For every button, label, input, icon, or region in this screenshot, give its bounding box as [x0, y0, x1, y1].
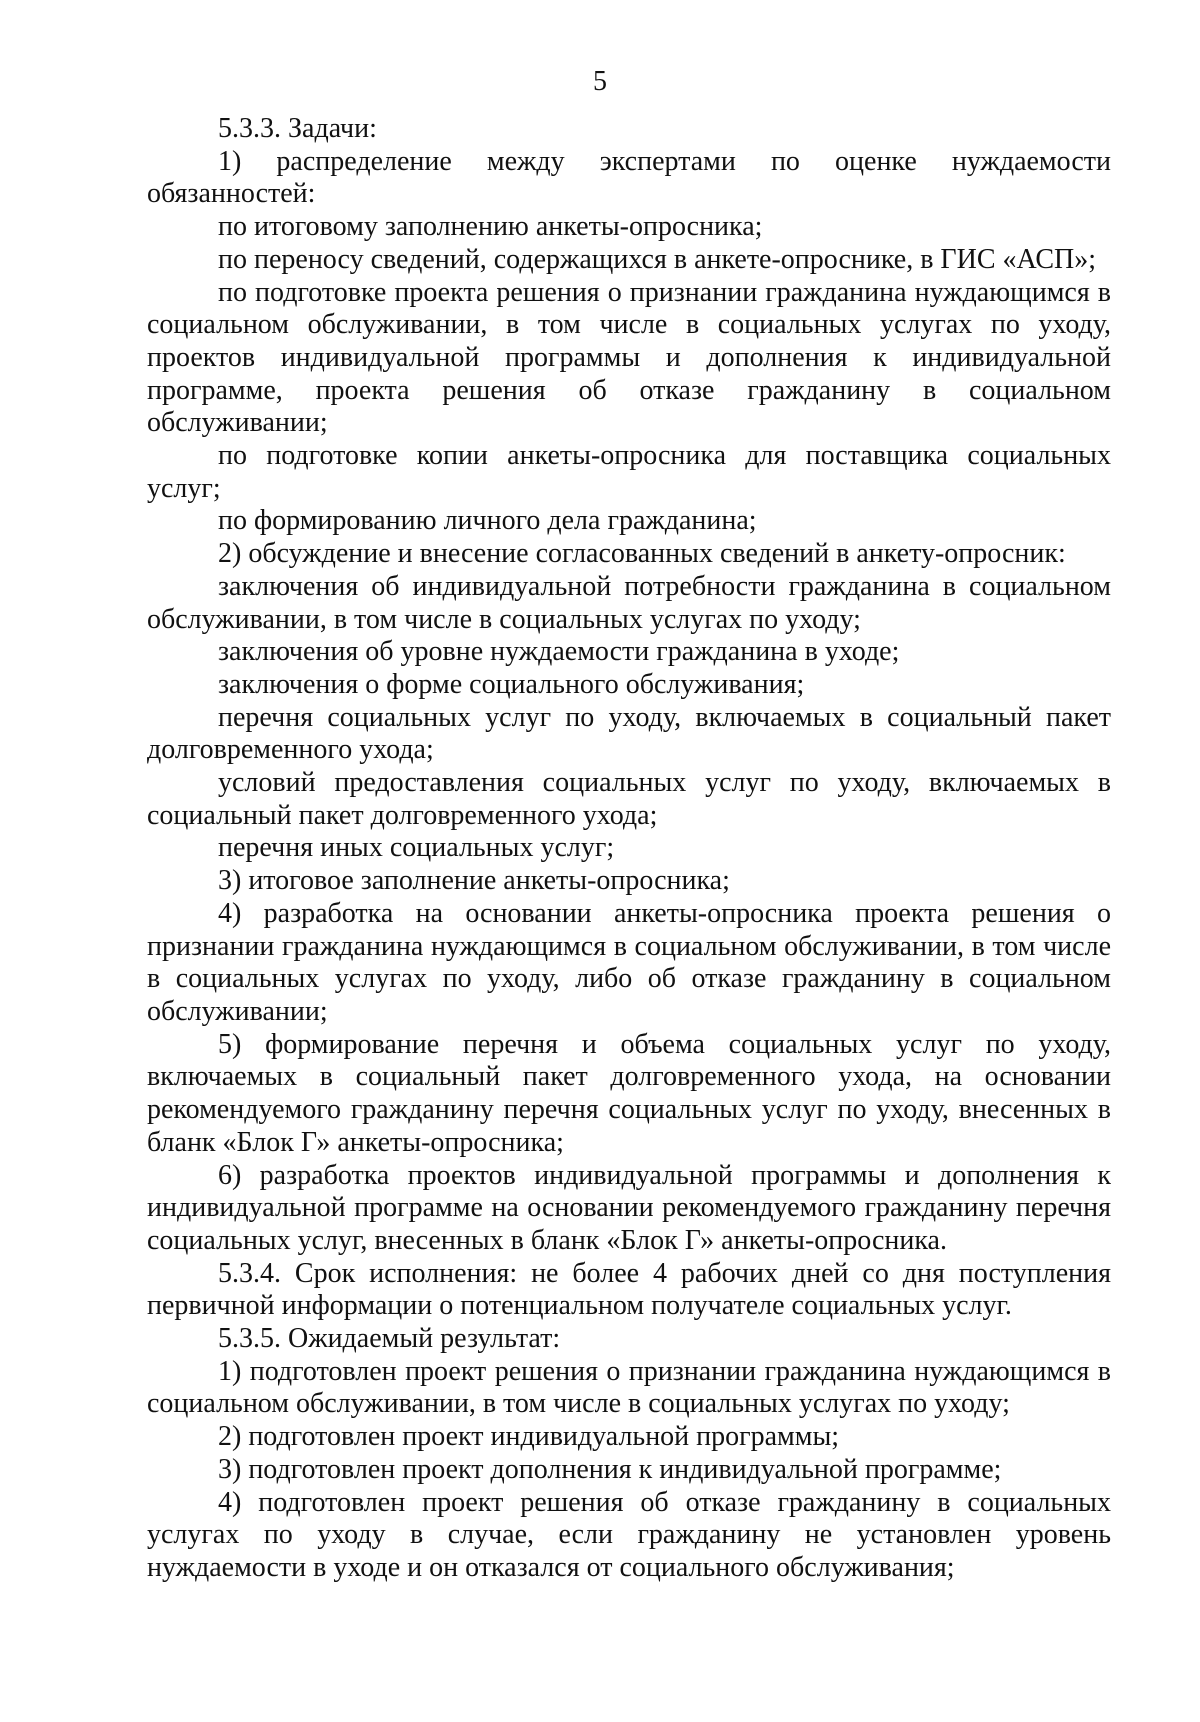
- paragraph: 4) подготовлен проект решения об отказе гражданину в социальных услугах по уходу в случае, если гражданину не установлен уровень нуждаемости в уходе и он отказался от социального обслуживания;: [147, 1486, 1111, 1583]
- paragraph: 3) подготовлен проект дополнения к индивидуальной программе;: [218, 1453, 1002, 1485]
- paragraph: по формированию личного дела гражданина;: [218, 505, 757, 537]
- paragraph: условий предоставления социальных услуг по уходу, включаемых в социальный пакет долговременного ухода;: [147, 767, 1111, 831]
- page-number: 5: [593, 66, 607, 97]
- paragraph: заключения об уровне нуждаемости гражданина в уходе;: [218, 636, 900, 668]
- paragraph: 3) итоговое заполнение анкеты-опросника;: [218, 865, 730, 897]
- paragraph: 4) разработка на основании анкеты-опросника проекта решения о признании гражданина нуждающимся в социальном обслуживании, в том числе в социальных услугах по уходу, либо об отказе гражданину в социальном обслуживании;: [147, 897, 1111, 1027]
- paragraph: по подготовке копии анкеты-опросника для поставщика социальных услуг;: [147, 440, 1111, 504]
- section-heading-5-3-5: 5.3.5. Ожидаемый результат:: [218, 1323, 561, 1355]
- document-body: [147, 113, 1111, 1585]
- paragraph: 1) подготовлен проект решения о признании гражданина нуждающимся в социальном обслуживании, в том числе в социальных услугах по уходу;: [147, 1355, 1111, 1420]
- paragraph: 1) распределение между экспертами по оценке нуждаемости обязанностей:: [147, 145, 1111, 210]
- paragraph: 6) разработка проектов индивидуальной программы и дополнения к индивидуальной программе на основании рекомендуемого гражданину перечня социальных услуг, внесенных в бланк «Блок Г» анкеты-опросника.: [147, 1159, 1111, 1256]
- paragraph: по подготовке проекта решения о признании гражданина нуждающимся в социальном обслуживании, в том числе в социальных услугах по уходу, проектов индивидуальной программы и дополнения к индивидуальной программе, проекта решения об отказе гражданину в социальном обслуживании;: [147, 276, 1111, 439]
- paragraph: заключения об индивидуальной потребности гражданина в социальном обслуживании, в том числе в социальных услугах по уходу;: [147, 570, 1111, 635]
- section-heading-5-3-3: 5.3.3. Задачи:: [218, 113, 377, 144]
- paragraph: 5) формирование перечня и объема социальных услуг по уходу, включаемых в социальный пакет долговременного ухода, на основании рекомендуемого гражданину перечня социальных услуг по уходу, внесенных в бланк «Блок Г» анкеты-опросника;: [147, 1028, 1111, 1158]
- paragraph: 2) подготовлен проект индивидуальной программы;: [218, 1421, 840, 1453]
- paragraph: 2) обсуждение и внесение согласованных сведений в анкету-опросник:: [218, 538, 1066, 570]
- paragraph: по переносу сведений, содержащихся в анкете-опроснике, в ГИС «АСП»;: [218, 243, 1097, 275]
- paragraph: перечня социальных услуг по уходу, включаемых в социальный пакет долговременного ухода;: [147, 701, 1111, 766]
- paragraph: перечня иных социальных услуг;: [218, 832, 615, 864]
- section-5-3-4: 5.3.4. Срок исполнения: не более 4 рабочих дней со дня поступления первичной информации о потенциальном получателе социальных услуг.: [147, 1257, 1111, 1322]
- paragraph: заключения о форме социального обслуживания;: [218, 668, 805, 700]
- paragraph: по итоговому заполнению анкеты-опросника;: [218, 211, 763, 243]
